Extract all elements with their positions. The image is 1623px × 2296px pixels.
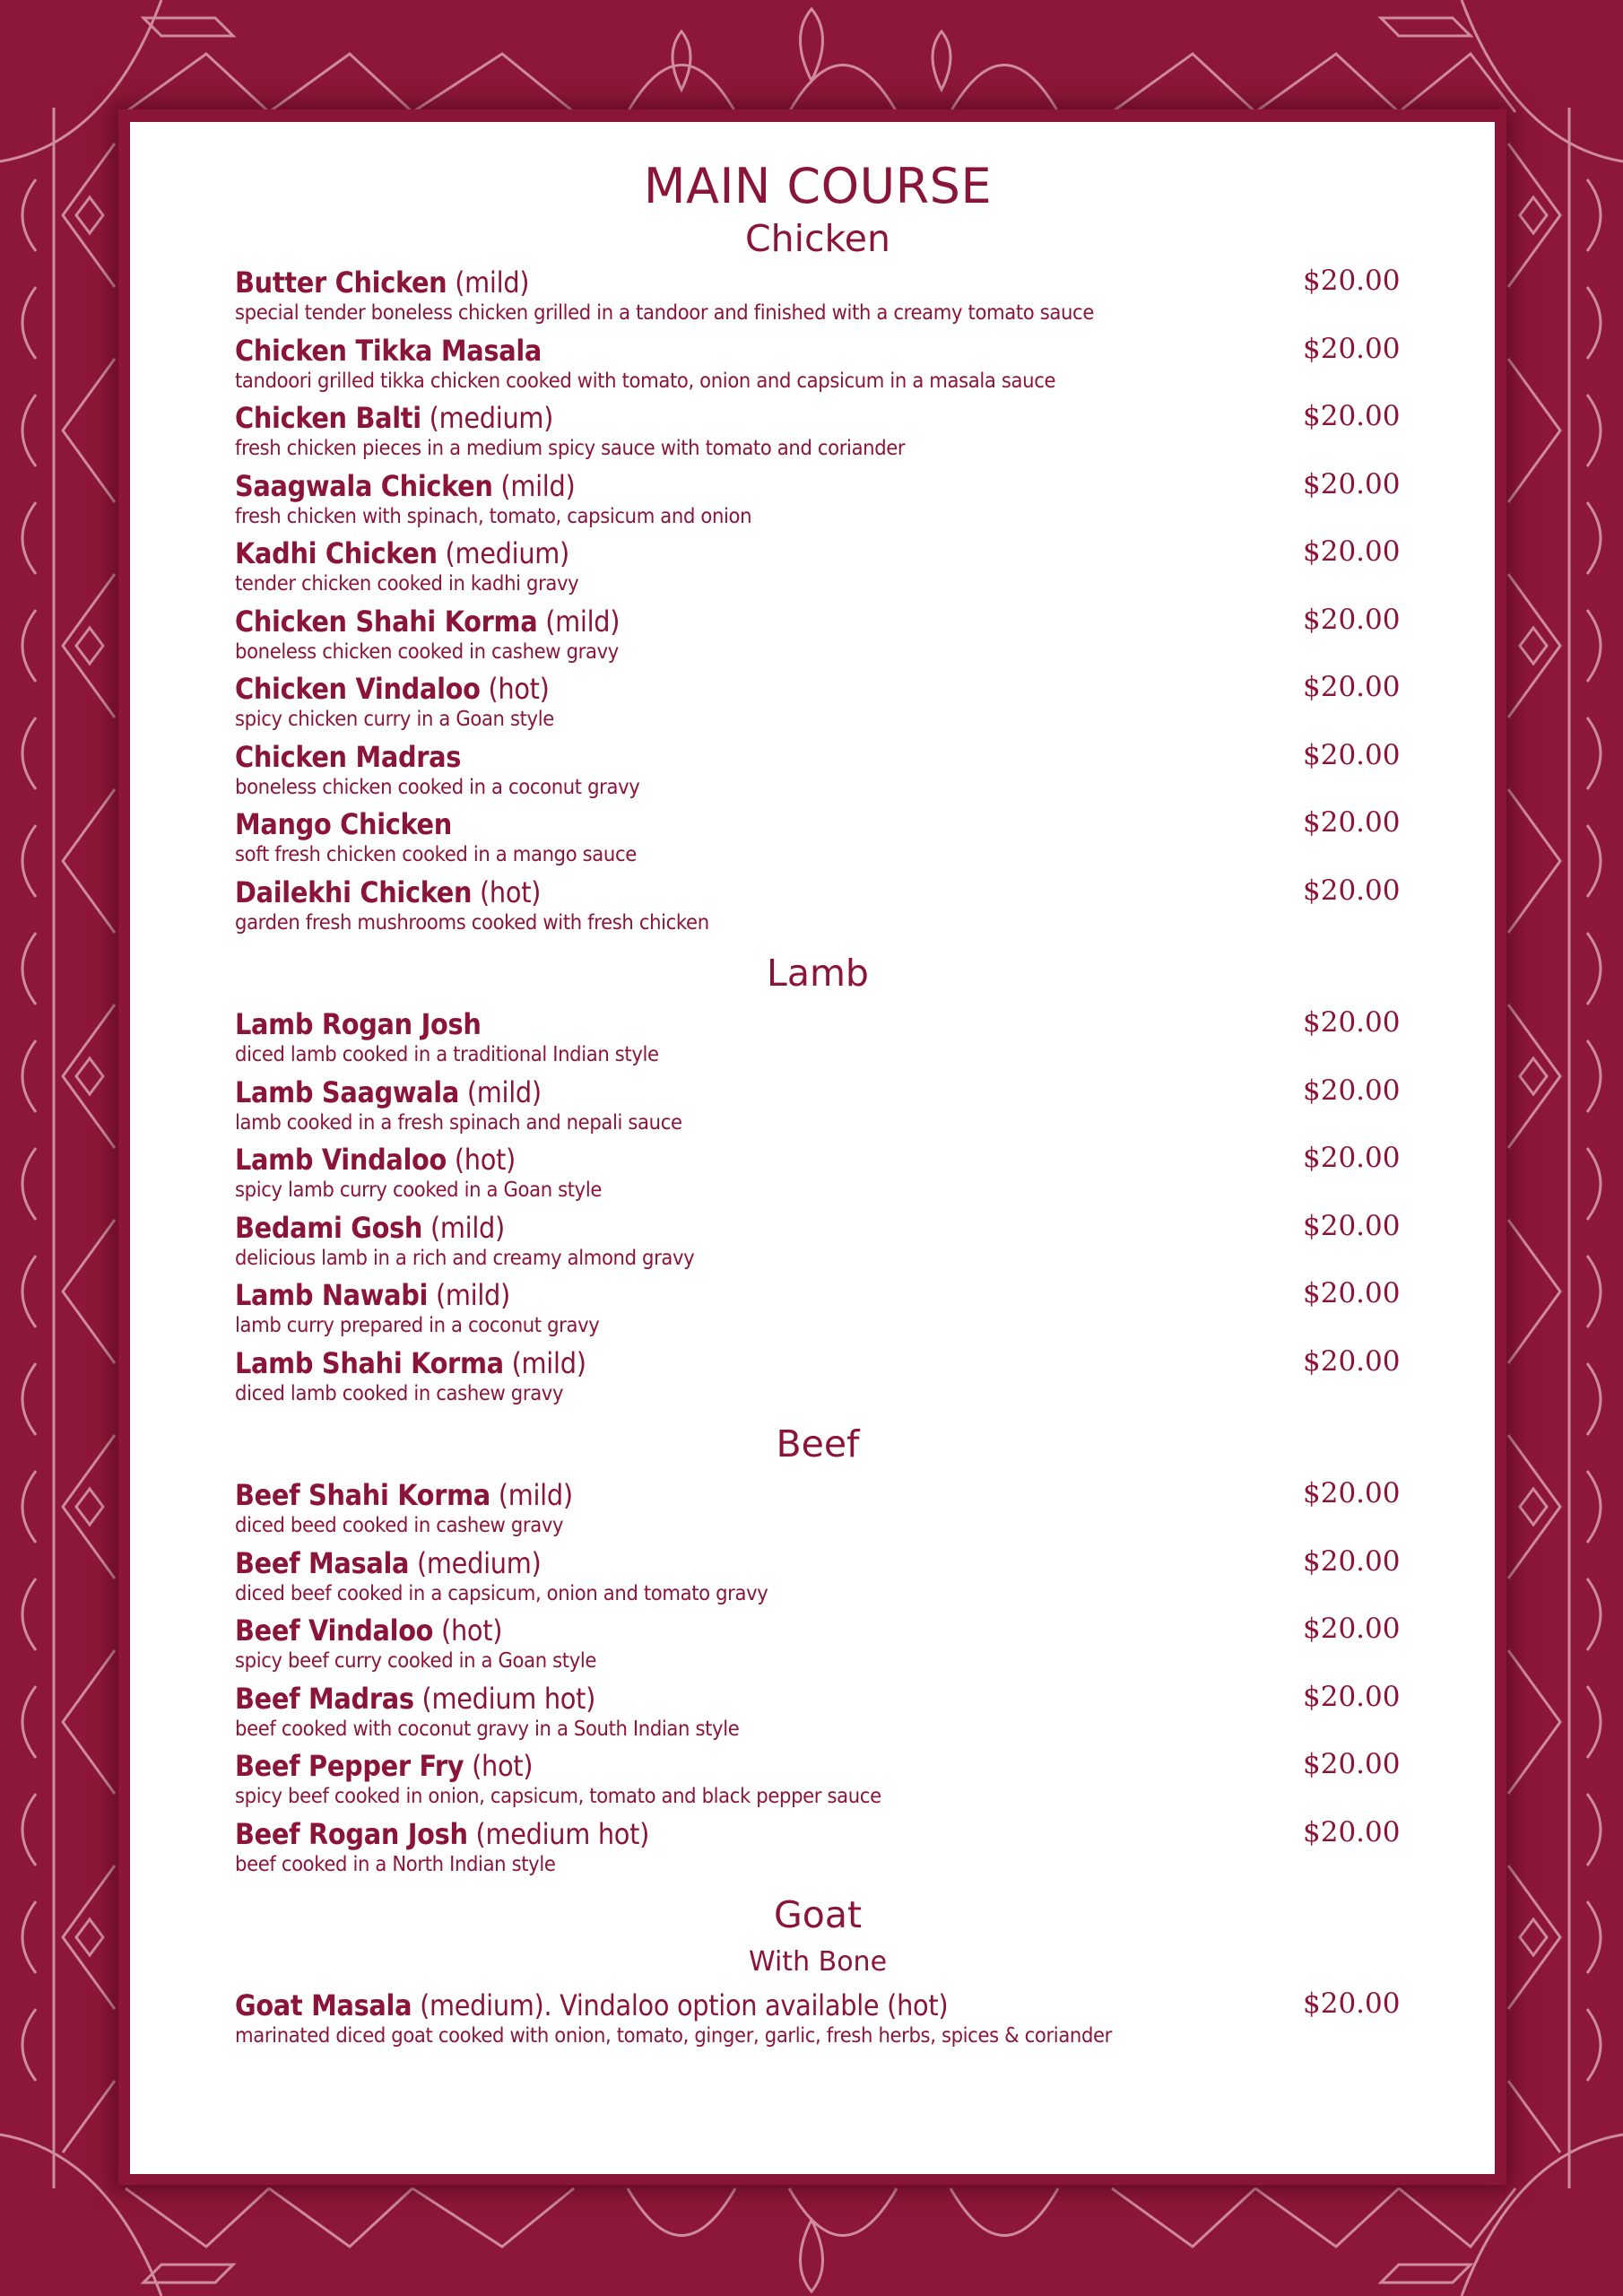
menu-item xyxy=(235,262,1401,330)
dish-name: Bedami Gosh xyxy=(235,1210,423,1245)
dish-description: diced lamb cooked in cashew gravy xyxy=(235,1379,564,1405)
menu-item-title xyxy=(235,604,620,639)
spice-level: (hot) xyxy=(441,1613,503,1648)
menu-item xyxy=(235,668,1401,736)
dish-price: $20.00 xyxy=(1303,1074,1401,1107)
dish-description: special tender boneless chicken grilled in a tandoor and finished with a creamy tomato sauce xyxy=(235,300,1094,325)
menu-item-title xyxy=(235,334,542,368)
dish-name: Beef Pepper Fry xyxy=(235,1749,464,1783)
spice-level: (mild) xyxy=(500,468,576,503)
section-title-beef: Beef xyxy=(776,1422,860,1465)
spice-level: (mild) xyxy=(430,1210,505,1245)
dish-name: Dailekhi Chicken xyxy=(235,874,473,909)
menu-item xyxy=(235,1610,1401,1678)
menu-item xyxy=(235,1343,1401,1411)
dish-description: delicious lamb in a rich and creamy almond gravy xyxy=(235,1244,695,1270)
menu-item-title xyxy=(235,1749,533,1783)
page-title: MAIN COURSE xyxy=(643,158,993,214)
menu-item xyxy=(235,601,1401,669)
spice-level: (hot) xyxy=(480,874,542,909)
section-title-lamb: Lamb xyxy=(767,952,869,995)
dish-name: Chicken Shahi Korma xyxy=(235,604,538,639)
menu-item xyxy=(235,1745,1401,1813)
menu-item-title xyxy=(235,1278,510,1312)
dish-description: marinated diced goat cooked with onion, tomato, ginger, garlic, fresh herbs, spices & coriander xyxy=(235,2022,1113,2048)
dish-description: spicy beef curry cooked in a Goan style xyxy=(235,1648,597,1673)
dish-name: Chicken Madras xyxy=(235,739,462,774)
dish-description: boneless chicken cooked in a coconut gravy xyxy=(235,773,640,799)
menu-item-title xyxy=(235,1546,541,1580)
menu-content xyxy=(235,158,1401,2053)
dish-price: $20.00 xyxy=(1303,1344,1401,1378)
dish-price: $20.00 xyxy=(1303,1142,1401,1174)
menu-item-title xyxy=(235,1346,586,1380)
dish-name: Saagwala Chicken xyxy=(235,468,493,503)
dish-name: Chicken Vindaloo xyxy=(235,672,481,706)
spice-level: (hot) xyxy=(454,1143,516,1177)
dish-price: $20.00 xyxy=(1303,1477,1401,1509)
dish-price: $20.00 xyxy=(1303,738,1401,771)
menu-item-title xyxy=(235,1143,516,1177)
dish-price: $20.00 xyxy=(1303,671,1401,703)
menu-item xyxy=(235,736,1401,804)
menu-item xyxy=(235,1543,1401,1611)
dish-description: beef cooked in a North Indian style xyxy=(235,1850,556,1876)
menu-item xyxy=(235,465,1401,534)
dish-name: Beef Rogan Josh xyxy=(235,1816,468,1851)
menu-item xyxy=(235,1207,1401,1275)
section-title-chicken: Chicken xyxy=(744,217,891,260)
menu-item xyxy=(235,1474,1401,1543)
spice-level: (mild) xyxy=(435,1278,510,1312)
section-subtitle: With Bone xyxy=(748,1946,888,1978)
menu-item xyxy=(235,1274,1401,1343)
dish-price: $20.00 xyxy=(1303,1006,1401,1039)
dish-description: fresh chicken pieces in a medium spicy sauce with tomato and coriander xyxy=(235,435,906,460)
menu-item-title xyxy=(235,1075,542,1109)
menu-item-title xyxy=(235,469,575,503)
menu-item-title xyxy=(235,807,452,841)
spice-level: (mild) xyxy=(511,1345,586,1380)
dish-description: lamb cooked in a fresh spinach and nepali sauce xyxy=(235,1109,682,1135)
dish-description: beef cooked with coconut gravy in a South Indian style xyxy=(235,1715,740,1741)
spice-level: (mild) xyxy=(466,1074,542,1109)
menu-item-title xyxy=(235,1613,502,1648)
dish-price: $20.00 xyxy=(1303,400,1401,432)
menu-item xyxy=(235,1072,1401,1140)
spice-level: (hot) xyxy=(472,1749,534,1783)
spice-level: (medium hot) xyxy=(475,1816,650,1851)
menu-item-title xyxy=(235,740,461,774)
dish-price: $20.00 xyxy=(1303,1544,1401,1578)
dish-name: Lamb Shahi Korma xyxy=(235,1345,504,1380)
dish-description: tandoori grilled tikka chicken cooked with tomato, onion and capsicum in a masala sauce xyxy=(235,367,1056,393)
menu-item xyxy=(235,330,1401,398)
dish-name: Lamb Saagwala xyxy=(235,1074,459,1109)
dish-name: Mango Chicken xyxy=(235,807,452,841)
spice-level: (medium hot) xyxy=(421,1681,596,1716)
dish-name: Lamb Nawabi xyxy=(235,1278,429,1312)
dish-description: soft fresh chicken cooked in a mango sauce xyxy=(235,841,637,866)
dish-name: Chicken Tikka Masala xyxy=(235,333,542,368)
menu-item xyxy=(235,804,1401,872)
menu-item xyxy=(235,1004,1401,1072)
dish-description: spicy lamb curry cooked in a Goan style xyxy=(235,1177,603,1202)
dish-name: Kadhi Chicken xyxy=(235,536,438,570)
dish-name: Beef Madras xyxy=(235,1681,414,1716)
menu-item-title xyxy=(235,265,529,300)
menu-item-title xyxy=(235,1478,573,1512)
dish-price: $20.00 xyxy=(1303,1987,1401,2020)
spice-level: (medium) xyxy=(445,536,569,570)
menu-item-title xyxy=(235,1007,482,1041)
spice-level: (hot) xyxy=(488,672,550,706)
dish-name: Butter Chicken xyxy=(235,265,447,300)
spice-level: (medium). Vindaloo option available (hot) xyxy=(420,1988,949,2022)
dish-name: Chicken Balti xyxy=(235,401,421,435)
menu-item xyxy=(235,872,1401,940)
menu-item-title xyxy=(235,1817,649,1851)
dish-name: Beef Masala xyxy=(235,1545,410,1580)
dish-price: $20.00 xyxy=(1303,806,1401,839)
dish-description: diced beef cooked in a capsicum, onion and tomato gravy xyxy=(235,1579,768,1605)
menu-item xyxy=(235,1139,1401,1207)
dish-price: $20.00 xyxy=(1303,1748,1401,1780)
dish-description: garden fresh mushrooms cooked with fresh chicken xyxy=(235,909,709,935)
menu-item xyxy=(235,397,1401,465)
dish-price: $20.00 xyxy=(1303,603,1401,636)
dish-price: $20.00 xyxy=(1303,332,1401,365)
spice-level: (medium) xyxy=(417,1545,542,1580)
dish-description: fresh chicken with spinach, tomato, capsicum and onion xyxy=(235,502,752,528)
menu-item xyxy=(235,533,1401,601)
dish-description: spicy chicken curry in a Goan style xyxy=(235,706,554,731)
dish-description: lamb curry prepared in a coconut gravy xyxy=(235,1312,600,1337)
spice-level: (mild) xyxy=(498,1478,573,1512)
dish-name: Lamb Rogan Josh xyxy=(235,1007,482,1041)
dish-name: Beef Vindaloo xyxy=(235,1613,434,1648)
menu-item-title xyxy=(235,875,541,909)
dish-description: boneless chicken cooked in cashew gravy xyxy=(235,638,619,664)
dish-name: Lamb Vindaloo xyxy=(235,1143,447,1177)
dish-name: Beef Shahi Korma xyxy=(235,1478,490,1512)
menu-item-title xyxy=(235,672,550,706)
dish-price: $20.00 xyxy=(1303,1209,1401,1242)
spice-level: (medium) xyxy=(429,401,554,435)
dish-description: tender chicken cooked in kadhi gravy xyxy=(235,570,579,596)
dish-price: $20.00 xyxy=(1303,467,1401,500)
menu-item-title xyxy=(235,1682,595,1716)
dish-price: $20.00 xyxy=(1303,1680,1401,1713)
dish-price: $20.00 xyxy=(1303,874,1401,907)
dish-price: $20.00 xyxy=(1303,1277,1401,1309)
section-title-goat: Goat xyxy=(773,1893,863,1936)
menu-item xyxy=(235,1813,1401,1882)
dish-price: $20.00 xyxy=(1303,1613,1401,1645)
menu-item-title xyxy=(235,1211,505,1245)
menu-item-title xyxy=(235,401,553,435)
dish-description: spicy beef cooked in onion, capsicum, tomato and black pepper sauce xyxy=(235,1783,881,1808)
menu-panel xyxy=(130,122,1495,2174)
dish-description: diced beed cooked in cashew gravy xyxy=(235,1512,564,1537)
menu-item xyxy=(235,1985,1401,2053)
dish-price: $20.00 xyxy=(1303,265,1401,297)
spice-level: (mild) xyxy=(455,265,530,300)
dish-price: $20.00 xyxy=(1303,1815,1401,1848)
menu-item-title xyxy=(235,536,569,570)
dish-description: diced lamb cooked in a traditional Indian style xyxy=(235,1041,659,1066)
dish-price: $20.00 xyxy=(1303,535,1401,568)
dish-name: Goat Masala xyxy=(235,1988,412,2022)
menu-item-title xyxy=(235,1988,948,2022)
menu-item xyxy=(235,1678,1401,1746)
spice-level: (mild) xyxy=(545,604,621,639)
